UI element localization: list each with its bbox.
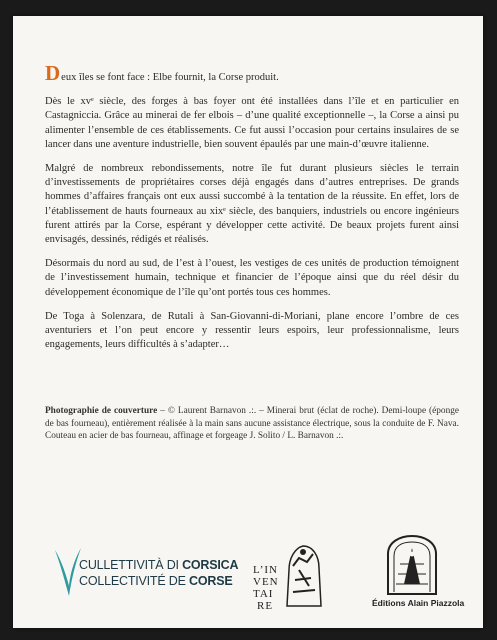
drop-cap: D bbox=[45, 61, 61, 85]
paragraph-4: Désormais du nord au sud, de l’est à l’ouest, les vestiges de ces unités de production témoignent de l’investissement humain, technique et financier de l’époque ainsi que du réel désir du développement économique de l’île qu’ont portés tous ces hommes. bbox=[45, 258, 459, 298]
paragraph-1-text: eux îles se font face : Elbe fournit, la Corse produit. bbox=[61, 72, 279, 83]
paragraph-3: Malgré de nombreux rebondissements, notre île fut durant plusieurs siècles le terrain d’investissements de propriétaires corses déjà engagés dans d’autres entreprises. De grands hommes d’affaires français ont eux aussi succombé à la tentation de la réussite. En effet, lors de l’établissement de hauts fourneaux au xixᵉ siècle, des banquiers, industriels ou encore ingénieurs furent attirés par la Corse, espérant y développer cette activité. De beaux projets furent ainsi envisagés, dessinés, rédigés et réalisés. bbox=[45, 163, 459, 246]
collectivite-corse-logo bbox=[53, 546, 239, 598]
inventaire-logo bbox=[253, 534, 323, 612]
paragraph-5: De Toga à Solenzara, de Rutali à San-Giovanni-di-Moriani, plane encore l’ombre de ces aventuriers et l’on peut encore y ressentir leurs espoirs, leur professionnalisme, leurs engagements, leurs difficultés à s’adapter… bbox=[45, 310, 459, 351]
inventaire-text-4: RE bbox=[257, 600, 274, 612]
inventaire-emblem-icon bbox=[281, 540, 325, 610]
publisher-emblem-icon bbox=[384, 534, 440, 596]
publisher-name: Éditions Alain Piazzola bbox=[372, 598, 465, 608]
credits-text: – © Laurent Barnavon .:. – Minerai brut (éclat de roche). Demi-loupe (éponge de bas fourneau), entièrement réalisée à la main sans aucune assistance électrique, sous la conduite de F. Nava. Couteau en acier de bas fourneau, affinage et forgeage J. Solito / L. Barnavon .:. bbox=[45, 406, 460, 441]
paragraph-1 bbox=[45, 61, 459, 85]
ctc-line-french: COLLECTIVITÉ DE CORSE bbox=[79, 574, 233, 588]
inventaire-text-2: VEN bbox=[253, 576, 279, 588]
inventaire-text-3: TAI bbox=[253, 588, 274, 600]
publisher-logo bbox=[372, 534, 465, 612]
inventaire-text-1: L’IN bbox=[253, 564, 278, 576]
credits-label: Photographie de couverture bbox=[45, 406, 158, 416]
ctc-line-corsican: CULLETTIVITÀ DI CORSICA bbox=[79, 558, 239, 572]
back-cover bbox=[13, 16, 483, 628]
photo-credits bbox=[45, 405, 459, 443]
body-text bbox=[45, 61, 459, 362]
ctc-swoosh-icon bbox=[53, 546, 83, 598]
paragraph-2: Dès le xvᵉ siècle, des forges à bas foyer ont été installées dans l’île et en particulier en Castagniccia. Grâce au minerai de fer elbois – d’une qualité exceptionnelle –, la Corse a ainsi pu alimenter l’ensemble de ces établissements. Ce fut aussi l’occasion pour certains insulaires de se lancer dans une aventure industrielle, bien souvent épaulés par une main-d’œuvre italienne. bbox=[45, 96, 459, 150]
